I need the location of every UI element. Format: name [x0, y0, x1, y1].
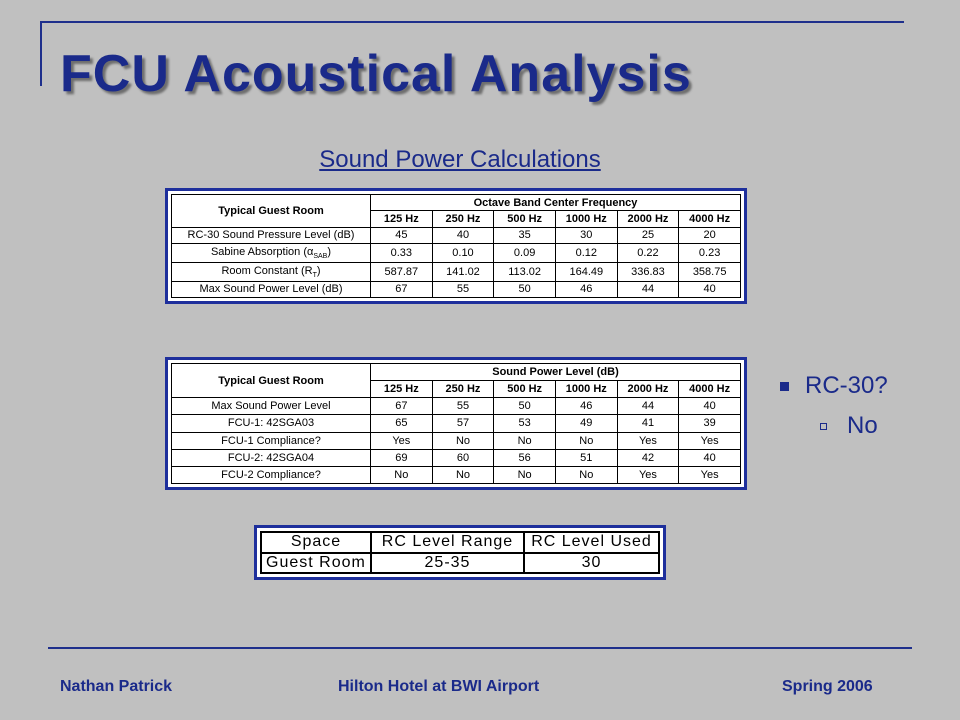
table-cell: 41 [617, 415, 679, 432]
table2-group-header: Sound Power Level (dB) [371, 364, 741, 381]
row-label-text: Sabine Absorption (α [210, 245, 314, 258]
sub-bullet-text: No [847, 412, 878, 439]
table-cell: 56 [494, 449, 556, 466]
table-cell: 67 [371, 398, 433, 415]
table-cell: 39 [679, 415, 741, 432]
rc-header-used: RC Level Used [524, 532, 659, 553]
row-label-subscript: SAB [313, 252, 328, 260]
table-cell: Yes [617, 432, 679, 449]
footer-term: Spring 2006 [782, 678, 873, 695]
table1-freq-header: 500 Hz [494, 211, 556, 227]
table-cell: 0.22 [617, 243, 679, 262]
table1-freq-header: 2000 Hz [617, 211, 679, 227]
table-cell: No [371, 466, 433, 483]
table-cell: 44 [617, 281, 679, 297]
table-cell: 336.83 [617, 262, 679, 281]
left-vertical-line [40, 21, 42, 86]
table-cell: 0.09 [494, 243, 556, 262]
table-cell: No [432, 466, 494, 483]
row-label-text: Room Constant (R [221, 264, 313, 277]
table-cell: 25 [617, 227, 679, 243]
table-cell: 50 [494, 281, 556, 297]
table-cell: 44 [617, 398, 679, 415]
table1-group-header: Octave Band Center Frequency [371, 195, 741, 211]
table1-freq-header: 1000 Hz [555, 211, 617, 227]
bullet-item [780, 372, 888, 400]
table-row [172, 449, 741, 466]
table-row [172, 281, 741, 297]
row-label: FCU-1: 42SGA03 [172, 415, 371, 432]
table-cell: 53 [494, 415, 556, 432]
row-label: FCU-1 Compliance? [172, 432, 371, 449]
row-label-end: ) [316, 264, 321, 277]
table-cell: 57 [432, 415, 494, 432]
table2-freq-header: 1000 Hz [555, 381, 617, 398]
table2-freq-header: 4000 Hz [679, 381, 741, 398]
section-subtitle: Sound Power Calculations [319, 146, 601, 173]
table-row [172, 243, 741, 262]
table1-freq-header: 125 Hz [371, 211, 433, 227]
table-cell: 587.87 [371, 262, 433, 281]
table-cell: Yes [679, 432, 741, 449]
rc-header-range: RC Level Range [371, 532, 524, 553]
table-cell: 60 [432, 449, 494, 466]
table-cell: 50 [494, 398, 556, 415]
row-label: FCU-2 Compliance? [172, 466, 371, 483]
table-cell: 51 [555, 449, 617, 466]
table-cell: Guest Room [261, 553, 371, 574]
table-cell: 55 [432, 398, 494, 415]
table-cell: 164.49 [555, 262, 617, 281]
footer-project: Hilton Hotel at BWI Airport [338, 678, 540, 695]
table2-corner-header: Typical Guest Room [172, 364, 371, 398]
row-label: RC-30 Sound Pressure Level (dB) [172, 227, 371, 243]
bullet-list [780, 372, 888, 440]
bullet-text: RC-30? [805, 372, 888, 399]
top-divider-line [40, 21, 904, 23]
table-cell: 42 [617, 449, 679, 466]
table-cell: 141.02 [432, 262, 494, 281]
table-cell: Yes [617, 466, 679, 483]
rc-header-space: Space [261, 532, 371, 553]
table-cell: 40 [679, 398, 741, 415]
square-bullet-icon [780, 382, 789, 391]
table-cell: 20 [679, 227, 741, 243]
table-cell: 40 [679, 449, 741, 466]
row-label: Max Sound Power Level (dB) [172, 281, 371, 297]
footer-author: Nathan Patrick [60, 678, 173, 695]
table-cell: 67 [371, 281, 433, 297]
table-row [172, 432, 741, 449]
table-row [172, 398, 741, 415]
row-label: FCU-2: 42SGA04 [172, 449, 371, 466]
table-cell: 69 [371, 449, 433, 466]
table-cell: 45 [371, 227, 433, 243]
rc-level-table [254, 525, 666, 580]
table-cell: 113.02 [494, 262, 556, 281]
table-cell: No [555, 466, 617, 483]
sound-power-calculation-table [165, 188, 747, 304]
footer-divider-line [48, 647, 912, 649]
table2-freq-header: 2000 Hz [617, 381, 679, 398]
table-cell: 0.23 [679, 243, 741, 262]
row-label-subscript: T [312, 271, 317, 279]
table-cell: 25-35 [371, 553, 524, 574]
table-cell: 358.75 [679, 262, 741, 281]
row-label [172, 243, 371, 262]
table2-freq-header: 500 Hz [494, 381, 556, 398]
table-cell: 40 [679, 281, 741, 297]
table-row [172, 262, 741, 281]
table-cell: No [432, 432, 494, 449]
slide-title: FCU Acoustical Analysis [60, 45, 692, 103]
table1-freq-header: 250 Hz [432, 211, 494, 227]
table-cell: 49 [555, 415, 617, 432]
table-cell: 0.10 [432, 243, 494, 262]
table-row [261, 553, 659, 574]
table-cell: 30 [555, 227, 617, 243]
row-label: Max Sound Power Level [172, 398, 371, 415]
table-cell: No [494, 432, 556, 449]
table-cell: 55 [432, 281, 494, 297]
table-row [172, 227, 741, 243]
table-cell: No [555, 432, 617, 449]
table-row [172, 466, 741, 483]
table-cell: Yes [679, 466, 741, 483]
table2-freq-header: 125 Hz [371, 381, 433, 398]
table-cell: 0.12 [555, 243, 617, 262]
table-row [172, 415, 741, 432]
table1-freq-header: 4000 Hz [679, 211, 741, 227]
row-label-end: ) [327, 245, 332, 258]
table-cell: 0.33 [371, 243, 433, 262]
table2-freq-header: 250 Hz [432, 381, 494, 398]
hollow-square-bullet-icon [820, 423, 827, 430]
table-cell: No [494, 466, 556, 483]
table-cell: 35 [494, 227, 556, 243]
table-cell: 30 [524, 553, 659, 574]
table-cell: Yes [371, 432, 433, 449]
row-label [172, 262, 371, 281]
table-cell: 46 [555, 398, 617, 415]
sound-power-level-comparison-table [165, 357, 747, 490]
table-cell: 46 [555, 281, 617, 297]
table-cell: 65 [371, 415, 433, 432]
table-cell: 40 [432, 227, 494, 243]
sub-bullet-item [820, 412, 888, 440]
table1-corner-header: Typical Guest Room [172, 195, 371, 228]
